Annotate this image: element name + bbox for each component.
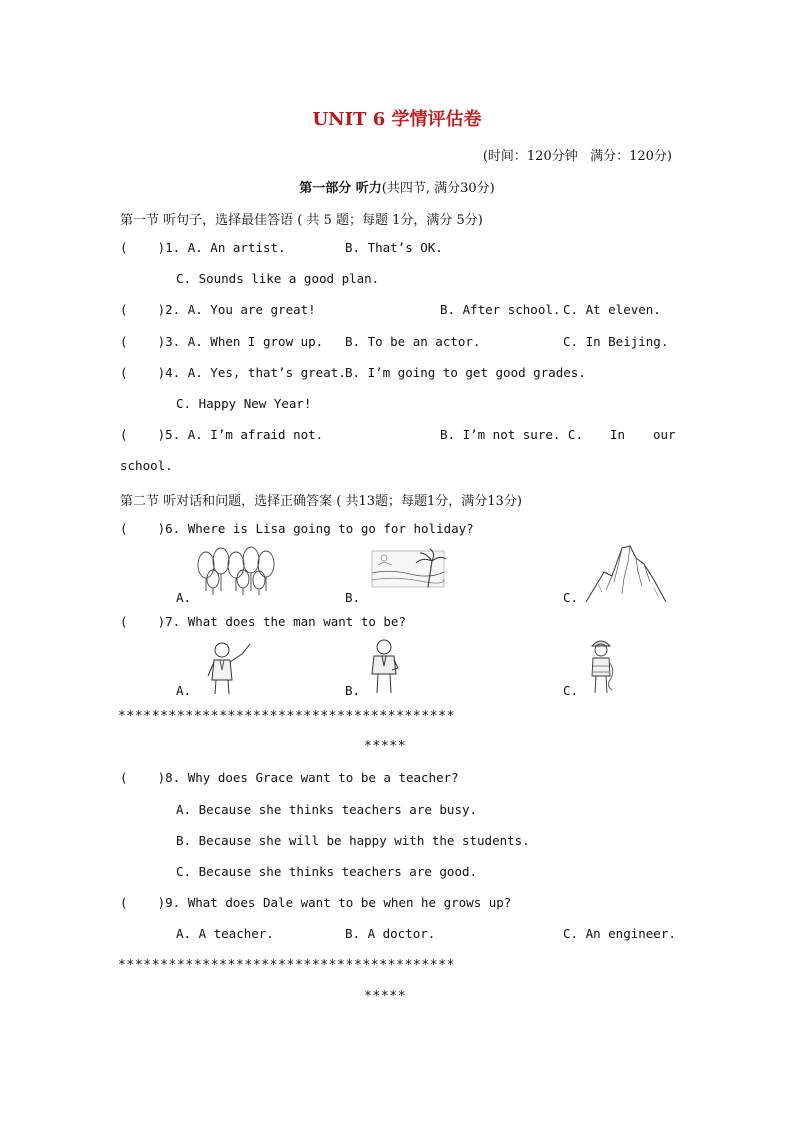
q6-option-a: A. [176, 590, 192, 605]
beach-icon [370, 547, 448, 591]
firefighter-icon [586, 636, 616, 696]
q1-option-c: C. Sounds like a good plan. [176, 271, 380, 286]
businessman-icon [364, 638, 404, 696]
q9-option-b: B. A doctor. [345, 926, 436, 941]
q9-line: ( )9. What does Dale want to be when he grows up? [120, 895, 512, 910]
part-heading-rest: (共四节, 满分30分) [381, 181, 495, 196]
q6-option-b: B. [345, 590, 361, 605]
q8-option-c: C. Because she thinks teachers are good. [176, 864, 478, 879]
q3-option-c: C. In Beijing. [563, 334, 669, 349]
separator-stars-2-end: ***** [364, 989, 407, 1004]
page-title: UNIT 6 学情评估卷 [312, 109, 482, 130]
forest-icon [196, 545, 278, 597]
q4-option-c: C. Happy New Year! [176, 396, 312, 411]
q7-option-b: B. [345, 683, 361, 698]
q5-option-c-word1: In [610, 427, 626, 442]
separator-stars-1-end: ***** [364, 739, 407, 754]
section-1-heading: 第一节 听句子，选择最佳答语 ( 共 5 题；每题 1分，满分 5分) [120, 213, 483, 228]
separator-stars-1: **************************************** [118, 709, 456, 724]
q5-option-b: B. I’m not sure. C. [440, 427, 583, 442]
q9-option-c: C. An engineer. [563, 926, 676, 941]
q6-line: ( )6. Where is Lisa going to go for holiday? [120, 521, 474, 536]
section-2-heading: 第二节 听对话和问题，选择正确答案 ( 共13题；每题1分，满分13分) [120, 494, 522, 509]
q3-option-b: B. To be an actor. [345, 334, 481, 349]
q1-line: ( )1. A. An artist. [120, 240, 286, 255]
q5-option-c-word2: our [653, 427, 676, 442]
q6-option-c: C. [563, 590, 579, 605]
time-info: (时间：120分钟 满分：120分) [482, 149, 672, 164]
teacher-icon [200, 640, 256, 696]
q7-option-c: C. [563, 683, 579, 698]
q2-option-c: C. At eleven. [563, 302, 661, 317]
q1-option-b: B. That’s OK. [345, 240, 443, 255]
q4-line: ( )4. A. Yes, that’s great. [120, 365, 346, 380]
q8-option-b: B. Because she will be happy with the students. [176, 833, 530, 848]
q7-option-a: A. [176, 683, 192, 698]
q8-line: ( )8. Why does Grace want to be a teacher? [120, 770, 459, 785]
q3-line: ( )3. A. When I grow up. [120, 334, 324, 349]
q5-line: ( )5. A. I’m afraid not. [120, 427, 324, 442]
q8-option-a: A. Because she thinks teachers are busy. [176, 802, 478, 817]
mountain-icon [584, 542, 668, 604]
q9-option-a: A. A teacher. [176, 926, 274, 941]
part-heading [0, 177, 794, 196]
q2-line: ( )2. A. You are great! [120, 302, 316, 317]
q2-option-b: B. After school. [440, 302, 561, 317]
part-heading-bold: 第一部分 听力 [299, 181, 382, 196]
q7-line: ( )7. What does the man want to be? [120, 614, 406, 629]
q5-option-c-word3: school. [120, 458, 173, 473]
separator-stars-2: **************************************** [118, 958, 456, 973]
q4-option-b: B. I’m going to get good grades. [345, 365, 586, 380]
